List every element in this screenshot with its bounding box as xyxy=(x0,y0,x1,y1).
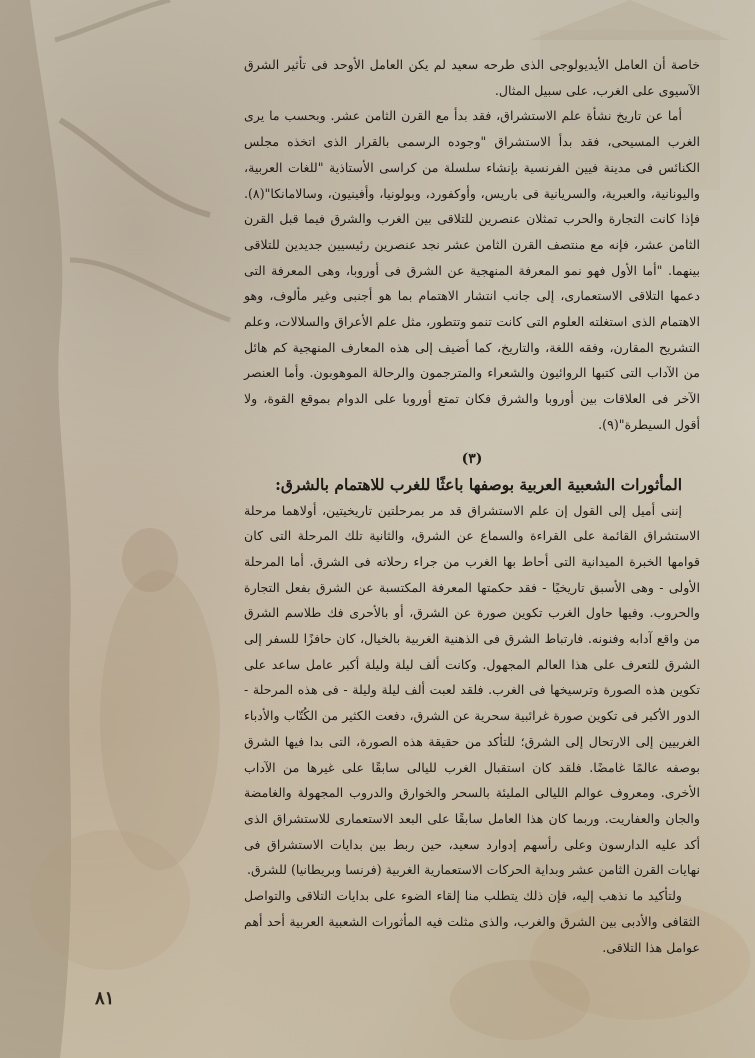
paragraph: إننى أميل إلى القول إن علم الاستشراق قد مر بمرحلتين تاريخيتين، أولاهما مرحلة الاستشراق القائمة على القراءة والسماع عن الشرق، والثانية تلك المرحلة التى كان قوامها الخبرة الميدانية التى أحاط بها الغرب من جراء رحلاته فى الشرق. أما المرحلة الأولى - وهى الأسبق تاريخيًا - فقد حكمتها المعرفة المكتسبة عن الشرق بفعل التجارة والحروب. وفيها حاول الغرب تكوين صورة عن الشرق، أو بالأحرى فك طلاسم الشرق من واقع آدابه وفنونه. فارتباط الشرق فى الذهنية الغربية بالخيال، كان حافزًا للسفر إلى الشرق للتعرف على هذا العالم المجهول. وكانت ألف ليلة وليلة أكبر عامل ساعد على تكوين هذه الصورة وترسيخها فى الغرب. فلقد لعبت ألف ليلة وليلة - فى هذه المرحلة - الدور الأكبر فى تكوين صورة غرائبية سحرية عن الشرق، دفعت الكثير من الكُتّاب والأدباء الغربيين إلى الارتحال إلى الشرق؛ للتأكد من حقيقة هذه الصورة، التى بدا فيها الشرق بوصفه عالمًا غامضًا. فلقد كان استقبال الغرب لليالى سابقًا على غيرها من الآداب الأخرى. ومعروف عوالم الليالى المليئة بالسحر والخوارق والدروب المجهولة والغامضة والجان والعفاريت. وربما كان هذا العامل سابقًا على البعد الاستعمارى للاستشراق الذى أكد عليه الدارسون وعلى رأسهم إدوارد سعيد، حين ربط بين بدايات الاستشراق فى نهايات القرن الثامن عشر وبداية الحركات الاستعمارية الغربية (فرنسا وبريطانيا) للشرق. xyxy=(244,502,700,878)
paragraph: خاصة أن العامل الأيديولوجى الذى طرحه سعيد لم يكن العامل الأوحد فى تأثير الشرق الآسيوى على الغرب، على سبيل المثال. xyxy=(244,57,700,98)
section-title: المأثورات الشعبية العربية بوصفها باعثًا للغرب للاهتمام بالشرق: xyxy=(275,474,682,494)
section-number: (٣) xyxy=(461,450,483,467)
paragraph: أما عن تاريخ نشأة علم الاستشراق، فقد بدأ مع القرن الثامن عشر. وبحسب ما يرى الغرب المسيحى، فقد بدأ الاستشراق "وجوده الرسمى بالقرار الذى اتخذه مجلس الكنائس فى مدينة فيين الفرنسية بإنشاء سلسلة من كراسى الأستاذية "للغات العربية، واليونانية، والعبرية، والسريانية فى باريس، وأوكفورد، وبولونيا، وأفينيون، وسالامانكا"(٨). فإذا كانت التجارة والحرب تمثلان عنصرين للتلاقى بين الغرب والشرق فيما قبل القرن الثامن عشر، فإنه مع منتصف القرن الثامن عشر نجد عنصرين رئيسيين جديدين للتلاقى بينهما. "أما الأول فهو نمو المعرفة المنهجية عن الشرق فى أوروبا، وهى المعرفة التى دعمها التلاقى الاستعمارى، إلى جانب انتشار الاهتمام بما هو أجنبى وغير مألوف، وهو الاهتمام الذى استغلته العلوم التى كانت تنمو وتتطور، مثل علم الأعراق والسلالات، وعلم التشريح المقارن، وفقه اللغة، والتاريخ، كما أضيف إلى هذه المعارف المنهجية كم هائل من الآداب التى كتبها الروائيون والشعراء والمترجمون والرحالة الموهوبون. وأما العنصر الآخر فى العلاقات بين أوروبا والشرق فكان تمتع أوروبا على الدوام بموقع القوة، ولا أقول السيطرة"(٩). xyxy=(244,108,700,432)
page-number: ٨١ xyxy=(95,988,115,1009)
article-body xyxy=(244,52,700,960)
paragraph: ولتأكيد ما نذهب إليه، فإن ذلك يتطلب منا إلقاء الضوء على بدايات التلاقى والتواصل الثقافى والأدبى بين الشرق والغرب، والذى مثلت فيه المأثورات الشعبية العربية أحد أهم عوامل هذا التلاقى. xyxy=(244,888,700,955)
